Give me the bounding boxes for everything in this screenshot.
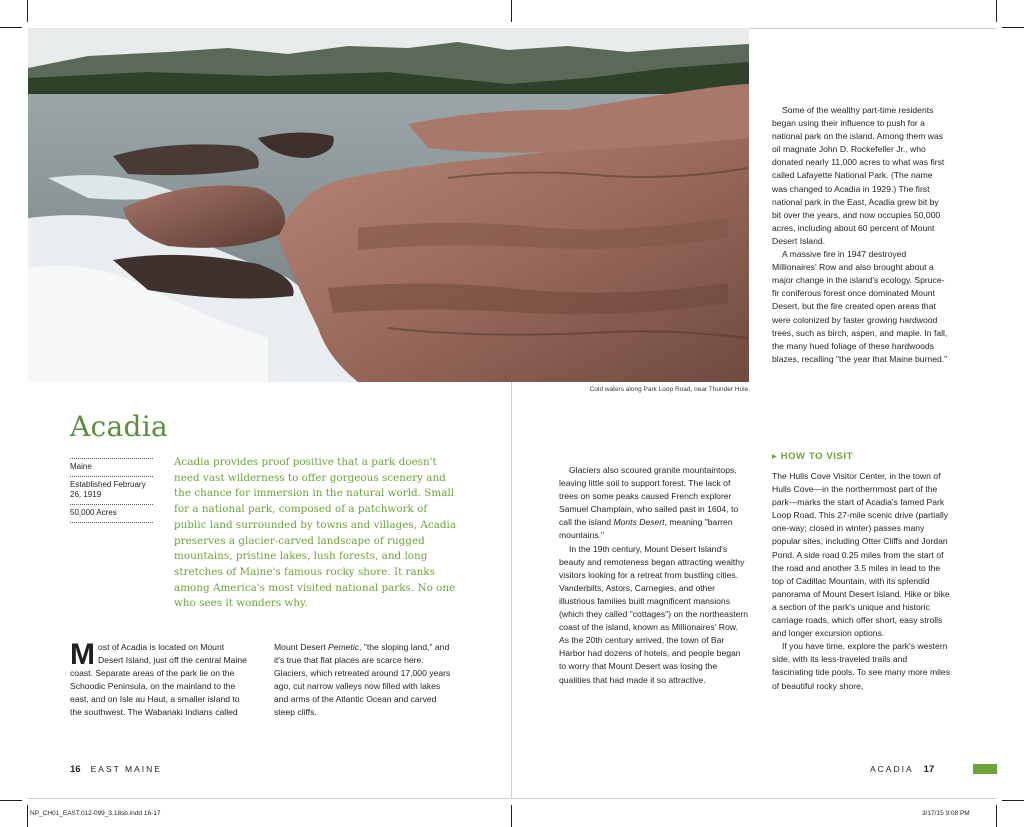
body-text-italic: Monts Desert xyxy=(613,517,665,528)
folio-right xyxy=(870,764,934,775)
body-text: , "the sloping land," and it's true that flat places are scarce here. Glaciers, which retreated around 17,000 years ago, cut narrow valleys now filled with lakes and arms of the Atlantic Ocean and carved steep cliffs. xyxy=(274,642,451,718)
slug-timestamp: 3/17/15 9:08 PM xyxy=(922,810,970,817)
intro-paragraph xyxy=(174,455,459,612)
body-paragraph: In the 19th century, Mount Desert Island's beauty and remoteness began attracting wealthy visitors looking for a retreat from bustling cities. Vanderbilts, Astors, Carnegies, and other illustrious families built magnificent mansions (which they called "cottages") on the northeastern coast of the island, known as Millionaires' Row. As the 20th century arrived, the town of Bar Harbor had dozens of hotels, and people began to worry that Mount Desert was losing the qualities that had made it so attractive. xyxy=(559,543,749,685)
crop-mark xyxy=(0,800,22,801)
page-tab-marker xyxy=(973,764,997,774)
body-column-2 xyxy=(274,641,454,720)
fact-established: Established February 26, 1919 xyxy=(70,477,153,505)
body-text-italic: Pemetic xyxy=(327,642,360,652)
body-column-1 xyxy=(70,638,251,720)
fact-area: 50,000 Acres xyxy=(70,505,153,523)
body-paragraph: The Hulls Cove Visitor Center, in the town of Hulls Cove—in the northernmost part of the park—marks the start of Acadia's famed Park Loop Road. This 27-mile scenic drive (partially one-way; closed in winter) passes many popular sites, including Otter Cliffs and Jordan Pond. A side road 0.25 miles from the start of the road and another 3.5 miles in lead to the top of Cadillac Mountain, with its splendid panorama of Mount Desert Island. Hike or bike a section of the park's unique and historic carriage roads, which offer short, easy strolls and longer excursion options. xyxy=(772,471,950,639)
body-column-3 xyxy=(559,464,749,687)
body-paragraph: If you have time, explore the park's western side, with its less-traveled trails and fascinating tide pools. To see many more miles of beautiful rocky shore, xyxy=(772,641,951,691)
section-label-right: ACADIA xyxy=(870,764,914,774)
slug-file-info: NP_CH01_EAST.012-099_3.18sb.indd 16-17 xyxy=(30,810,161,817)
fact-state: Maine xyxy=(70,458,153,477)
crop-mark xyxy=(27,805,28,827)
folio-left xyxy=(70,764,162,775)
body-column-4 xyxy=(772,104,950,366)
page-title: Acadia xyxy=(70,410,168,443)
crop-mark xyxy=(1002,800,1024,801)
drop-cap: M xyxy=(70,638,95,671)
page-number-left: 16 xyxy=(70,764,81,775)
crop-mark xyxy=(996,0,997,22)
body-text: ost of Acadia is located on Mount Desert Island, just off the central Maine coast. Separate areas of the park lie on the Schoodic Peninsula, on the mainland to the east, and on Isle au Haut, a smaller island to the southwest. The Wabanaki Indians called xyxy=(70,642,247,718)
body-text: Mount Desert xyxy=(274,642,328,652)
park-facts xyxy=(70,458,153,523)
body-paragraph: A massive fire in 1947 destroyed Millionaires' Row and also brought about a major change in the island's ecology. Spruce-fir coniferous forest once dominated Mount Desert, but the fire created open areas that were colonized by faster growing hardwood trees, such as birch, aspen, and maple. In fall, the many hued foliage of these hardwoods blazes, recalling "the year that Maine burned." xyxy=(772,249,948,364)
intro-text: Acadia provides proof positive that a park doesn't need vast wilderness to offer gorgeous scenery and the chance for immersion in the natural world. Small for a national park, composed of a patchwork of public land surrounded by towns and villages, Acadia preserves a glacier-carved landscape of rugged mountains, pristine lakes, lush forests, and long stretches of Maine's famous rocky shore. It ranks among America's most visited national parks. No one who sees it wonders why. xyxy=(174,456,457,610)
crop-mark xyxy=(0,27,22,28)
crop-mark xyxy=(511,0,512,22)
body-text: Glaciers also scoured granite mountaintops, leaving little soil to support forest. The lack of trees on some peaks caused French explorer Samuel Champlain, who sailed past in 1604, to call the island xyxy=(559,465,739,528)
body-paragraph: Some of the wealthy part-time residents began using their influence to push for a national park on the island. Among them was oil magnate John D. Rockefeller Jr., who donated nearly 11,000 acres to what was first called Lafayette National Park. (The name was changed to Acadia in 1929.) The first national park in the East, Acadia grew bit by bit over the years, and now occupies 50,000 acres, including about 60 percent of Mount Desert Island. xyxy=(772,105,945,246)
crop-mark xyxy=(511,805,512,827)
photo-caption: Cold waters along Park Loop Road, near Thunder Hole. xyxy=(589,386,750,393)
body-text: , meaning "barren mountains." xyxy=(559,517,733,541)
crop-mark xyxy=(27,0,28,22)
page-number-right: 17 xyxy=(923,764,935,775)
trim-line xyxy=(28,798,996,799)
body-column-5 xyxy=(772,470,950,693)
coastline-photo xyxy=(28,28,749,382)
crop-mark xyxy=(1002,27,1024,28)
crop-mark xyxy=(996,805,997,827)
rocky-shore-illustration xyxy=(28,28,749,382)
section-heading-how-to-visit: ▸ HOW TO VISIT xyxy=(772,451,854,462)
section-label-left: EAST MAINE xyxy=(90,764,162,774)
